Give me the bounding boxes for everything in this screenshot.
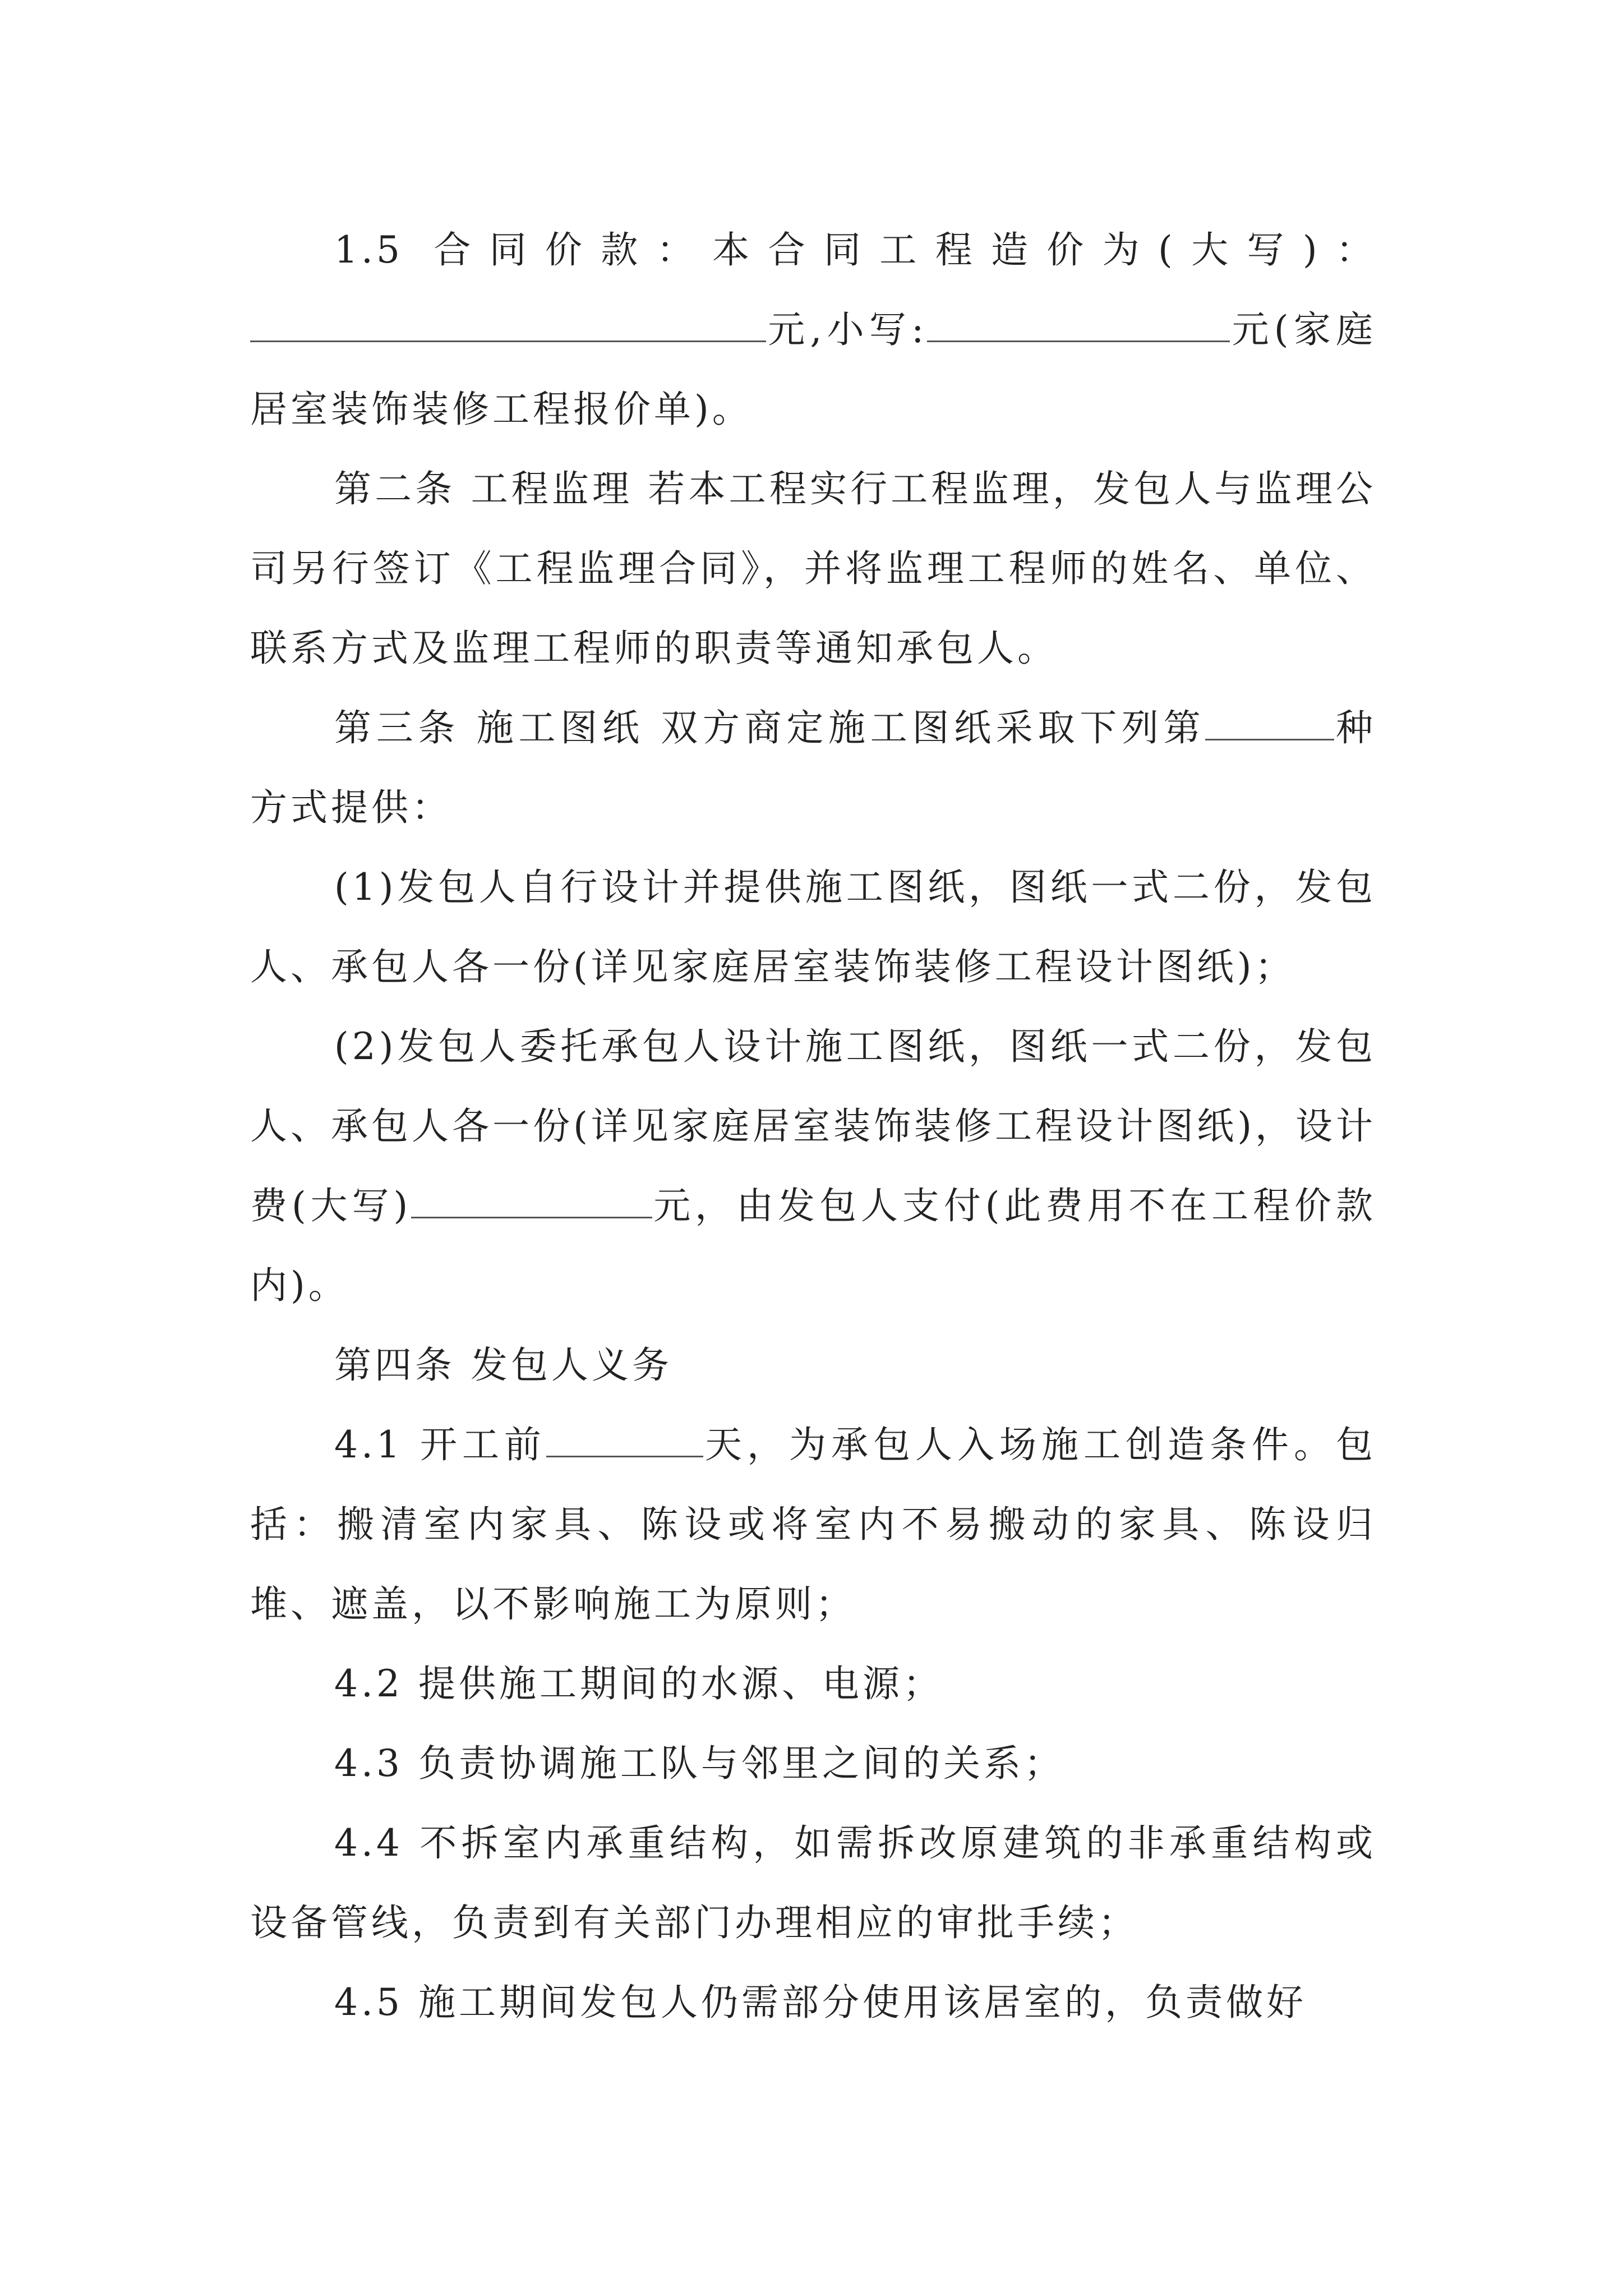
method-choice-blank [1205, 705, 1334, 740]
price-lowercase-blank [927, 307, 1230, 342]
drawing-option-2 [250, 1007, 1376, 1326]
clause-4-1-text-a: 4.1 开工前 [334, 1423, 546, 1466]
design-fee-blank [411, 1183, 652, 1218]
price-uppercase-blank [250, 307, 766, 342]
article-3-text-b: 种方式提供： [250, 706, 1376, 829]
clause-4-1 [250, 1405, 1376, 1644]
drawing-option-2-text-b: 元，由发包人支付(此费用不在工程价款内)。 [250, 1184, 1377, 1307]
article-3-drawings [250, 688, 1376, 848]
drawing-option-1: (1)发包人自行设计并提供施工图纸，图纸一式二份，发包人、承包人各一份(详见家庭居室装饰装修工程设计图纸)； [250, 866, 1376, 988]
drawing-option-2-text-a: (2)发包人委托承包人设计施工图纸，图纸一式二份，发包人、承包人各一份(详见家庭居室装饰装修工程设计图纸)，设计费(大写) [250, 1025, 1376, 1227]
clause-1-5-text-c: 元(家庭居室装饰装修工程报价单)。 [250, 308, 1377, 431]
clause-4-3: 4.3 负责协调施工队与邻里之间的关系； [334, 1742, 1064, 1785]
clause-4-5: 4.5 施工期间发包人仍需部分使用该居室的，负责做好 [334, 1981, 1307, 2024]
clause-4-1-text-b: 天，为承包人入场施工创造条件。包括：搬清室内家具、陈设或将室内不易搬动的家具、陈设归堆、遮盖，以不影响施工为原则； [250, 1423, 1376, 1626]
article-4-heading: 第四条 发包人义务 [334, 1343, 672, 1387]
clause-4-2: 4.2 提供施工期间的水源、电源； [334, 1662, 943, 1705]
clause-1-5 [250, 210, 1376, 449]
article-2-supervision: 第二条 工程监理 若本工程实行工程监理，发包人与监理公司另行签订《工程监理合同》，并将监理工程师的姓名、单位、联系方式及监理工程师的职责等通知承包人。 [250, 467, 1376, 670]
document-body [250, 210, 1376, 2042]
days-before-start-blank [546, 1422, 703, 1457]
clause-1-5-text-b: 元,小写: [766, 308, 928, 351]
clause-4-4: 4.4 不拆室内承重结构，如需拆改原建筑的非承重结构或设备管线，负责到有关部门办理相应的审批手续； [250, 1821, 1376, 1944]
clause-1-5-text-a: 1.5 合同价款：本合同工程造价为(大写)： [334, 228, 1376, 272]
article-3-text-a: 第三条 施工图纸 双方商定施工图纸采取下列第 [334, 706, 1206, 749]
